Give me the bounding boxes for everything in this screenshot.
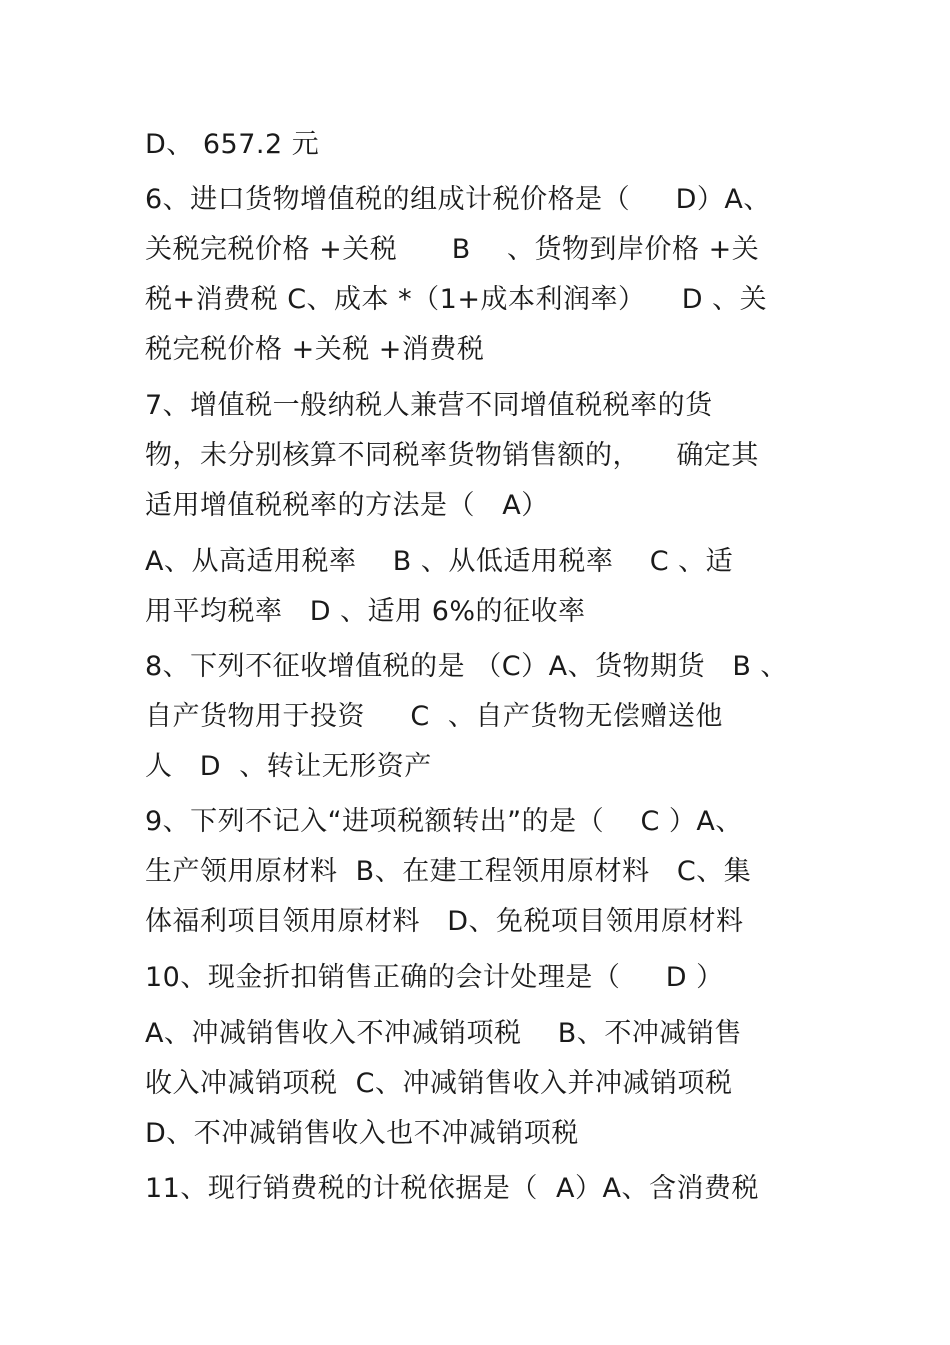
text-line: 人 D 、转让无形资产 [145,751,432,782]
text-line: 收入冲减销项税 C、冲减销售收入并冲减销项税 [145,1068,733,1099]
text-line: 自产货物用于投资 C 、自产货物无偿赠送他 [145,701,723,732]
text-line: D、不冲减销售收入也不冲减销项税 [145,1118,579,1149]
text-line: D、 657.2 元 [145,129,320,160]
text-line: 税+消费税 C、成本 *（1+成本利润率） D 、关 [145,284,768,315]
text-line: 用平均税率 D 、适用 6%的征收率 [145,596,586,627]
text-line: 7、增值税一般纳税人兼营不同增值税税率的货 [145,390,713,421]
text-line: 6、进口货物增值税的组成计税价格是（ D）A、 [145,184,771,215]
text-line: 体福利项目领用原材料 D、免税项目领用原材料 [145,906,744,937]
text-line: 9、下列不记入“进项税额转出”的是（ C ）A、 [145,806,743,837]
text-line: 税完税价格 +关税 +消费税 [145,334,485,365]
text-line: 8、下列不征收增值税的是 （C）A、货物期货 B 、 [145,651,788,682]
text-line: 生产领用原材料 B、在建工程领用原材料 C、集 [145,856,752,887]
text-line: 11、现行销费税的计税依据是（ A）A、含消费税 [145,1173,759,1204]
text-line: 物，未分别核算不同税率货物销售额的， 确定其 [145,440,759,471]
text-line: 10、现金折扣销售正确的会计处理是（ D ） [145,962,724,993]
text-line: A、从高适用税率 B 、从低适用税率 C 、适 [145,546,734,577]
text-line: 关税完税价格 +关税 B 、货物到岸价格 +关 [145,234,760,265]
text-line: 适用增值税税率的方法是（ A） [145,490,549,521]
text-line: A、冲减销售收入不冲减销项税 B、不冲减销售 [145,1018,742,1049]
